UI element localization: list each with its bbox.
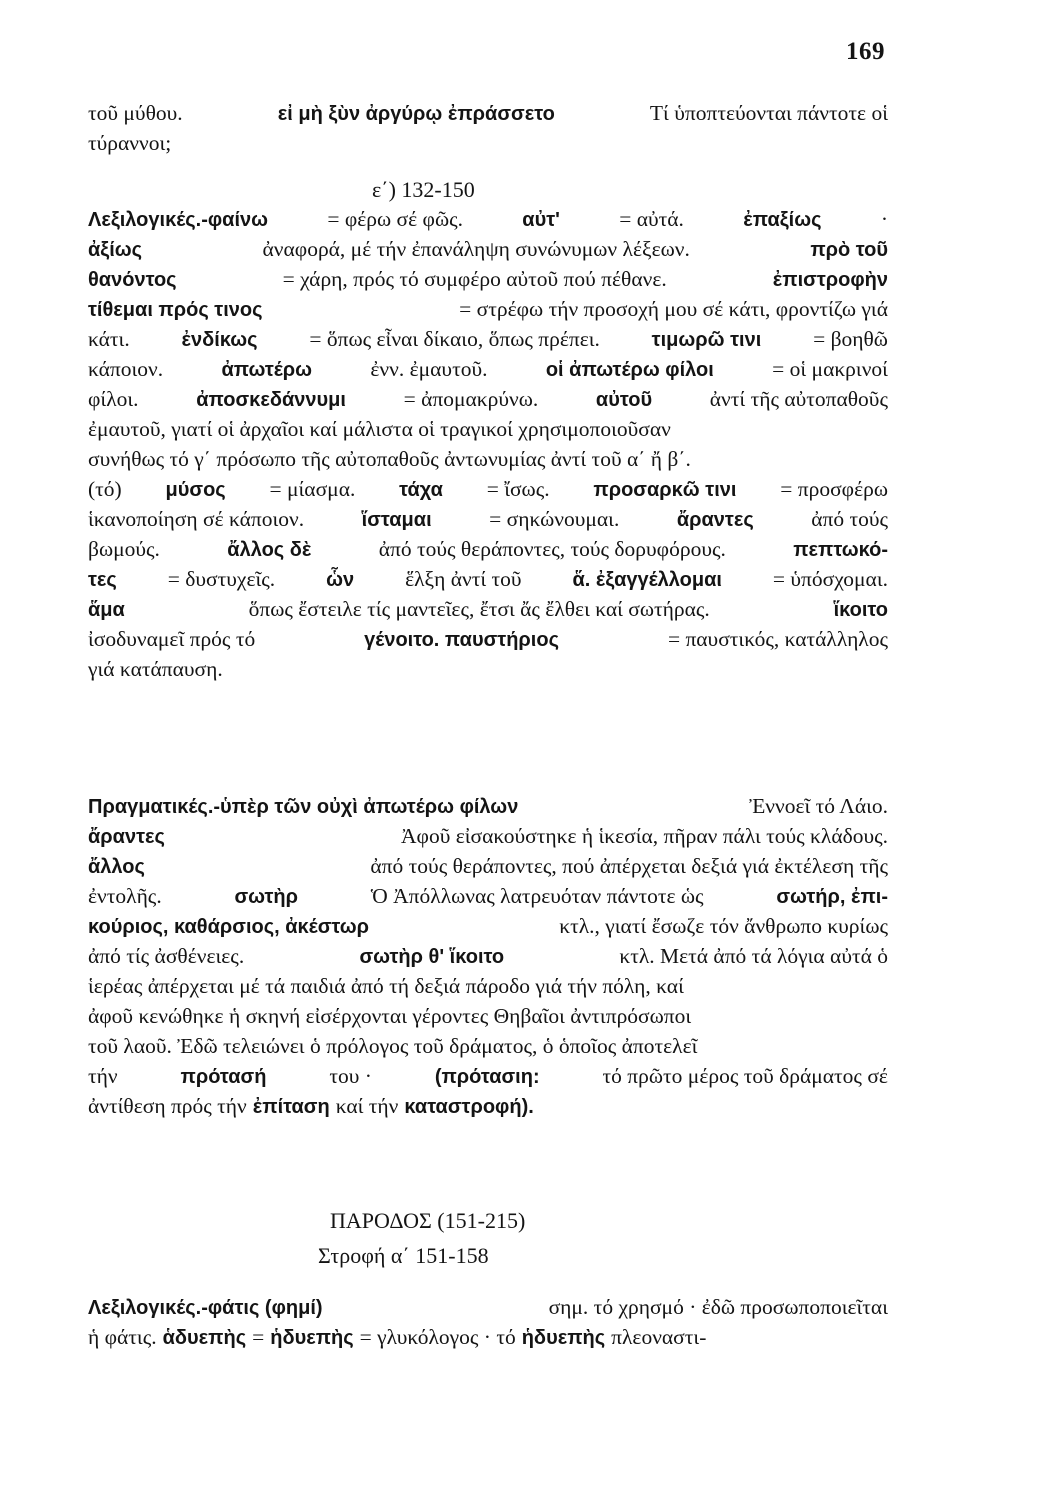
bold-term: ἄραντες [676,509,754,531]
page-number: 169 [846,38,885,65]
text-line [88,447,888,477]
bold-term: Πραγματικές.-ὑπὲρ τῶν οὐχὶ ἀπωτέρω φίλων [88,796,519,818]
bold-term: σωτήρ, ἐπι- [776,886,888,908]
text-run: = μίασμα. [269,477,356,501]
bold-term: τάχα [399,479,443,501]
text-line [88,657,888,687]
text-run: = παυστικός, κατάλληλος [667,627,888,651]
text-line [88,1064,888,1094]
text-run: τήν [88,1064,118,1088]
text-run: ἀντί τῆς αὐτοπαθοῦς [709,387,888,411]
text-line [88,417,888,447]
text-run: Ἀφοῦ εἰσακούστηκε ἡ ἱκεσία, πῆραν πάλι τούς κλάδους. [401,824,888,848]
bold-term: αὐτοῦ [595,389,653,411]
text-line [88,131,888,161]
bold-term: τίθεμαι πρός τινος [88,299,263,321]
bold-term: εἰ μὴ ξὺν ἀργύρῳ ἐπράσσετο [277,103,555,125]
text-run: πλεοναστι- [611,1325,707,1349]
text-run: = σηκώνουμαι. [489,507,620,531]
text-run: τό πρῶτο μέρος τοῦ δράματος σέ [602,1064,888,1088]
text-line [88,944,888,974]
text-run: = βοηθῶ [813,327,888,351]
bold-term: οἱ ἀπωτέρω φίλοι [545,359,714,381]
text-run: = [252,1325,265,1349]
text-run: Ὁ Ἀπόλλωνας λατρευόταν πάντοτε ὡς [370,884,704,908]
text-run: κάτι. [88,327,130,351]
text-line [88,477,888,507]
bold-term: ὧν [326,569,355,591]
bold-term: ἡδυεπὴς [521,1327,606,1349]
text-run: βωμούς. [88,537,160,561]
text-line [88,1295,888,1325]
text-line [88,1325,888,1355]
range-heading: ε΄) 132-150 [372,177,475,202]
text-run: γιά κατάπαυση. [88,657,223,681]
text-run: συνήθως τό γ΄ πρόσωπο τῆς αὐτοπαθοῦς ἀντωνυμίας ἀντί τοῦ α΄ ἤ β΄. [88,447,691,471]
text-run: τύραννοι; [88,131,172,155]
text-run: = οἱ μακρινοί [772,357,888,381]
bold-term: ἀποσκεδάννυμι [196,389,346,411]
text-run: = αὐτά. [619,207,684,231]
text-run: κτλ. Μετά ἀπό τά λόγια αὐτά ὁ [619,944,888,968]
text-line [88,357,888,387]
text-line [88,1034,888,1064]
text-run: ἰσοδυναμεῖ πρός τό [88,627,256,651]
bold-term: ἵκοιτο [833,599,888,621]
text-run: ἱερέας ἀπέρχεται μέ τά παιδιά ἀπό τή δεξιά πάροδο γιά τήν πόλη, καί [88,974,684,998]
text-line [88,1094,888,1124]
text-run: = ἀπομακρύνω. [403,387,539,411]
text-run: ἐντολῆς. [88,884,162,908]
text-run: ἀντίθεση πρός τήν [88,1094,247,1118]
bold-term: ἵσταμαι [361,509,432,531]
text-run: τοῦ μύθου. [88,101,183,125]
text-run: ἀναφορά, μέ τήν ἐπανάληψη συνώνυμων λέξεων. [262,237,690,261]
text-run: ἱκανοποίηση σέ κάποιον. [88,507,305,531]
text-run: ἀφοῦ κενώθηκε ἡ σκηνή εἰσέρχονται γέροντες Θηβαῖοι ἀντιπρόσωποι [88,1004,692,1028]
text-run: ἐμαυτοῦ, γιατί οἱ ἀρχαῖοι καί μάλιστα οἱ τραγικοί χρησιμοποιοῦσαν [88,417,671,441]
text-run: = φέρω σέ φῶς. [327,207,463,231]
intro-paragraph [88,101,888,161]
text-line [88,507,888,537]
bold-term: θανόντος [88,269,177,291]
bold-term: ἀξίως [88,239,143,261]
text-run: ὅπως ἔστειλε τίς μαντεῖες, ἔτσι ἄς ἔλθει καί σωτήρας. [248,597,710,621]
text-run: κάποιον. [88,357,164,381]
text-line [88,627,888,657]
text-line [88,567,888,597]
bold-term: ἐνδίκως [181,329,258,351]
bold-term: Λεξιλογικές.-φάτις (φημί) [88,1297,323,1319]
bold-term: (πρότασιη: [434,1066,540,1088]
bold-term: πρότασή [180,1066,267,1088]
text-run: Ἐννοεῖ τό Λάιο. [749,794,888,818]
text-line [88,824,888,854]
text-line [88,297,888,327]
bold-term: πεπτωκό- [793,539,888,561]
text-line [88,597,888,627]
text-line [88,101,888,131]
lexical-notes-section [88,207,888,687]
bold-term: πρὸ τοῦ [810,239,888,261]
text-line [88,207,888,237]
text-run: = προσφέρω [780,477,888,501]
bold-term: τιμωρῶ τινι [651,329,762,351]
bold-term: σωτὴρ θ' ἵκοιτο [359,946,505,968]
text-run: = γλυκόλογος · τό [359,1325,516,1349]
text-run: καί τήν [335,1094,399,1118]
text-run: Τί ὑποπτεύονται πάντοτε οἱ [649,101,888,125]
text-run: = χάρη, πρός τό συμφέρο αὐτοῦ πού πέθανε. [282,267,667,291]
bold-term: τες [88,569,117,591]
bold-term: ἡδυεπὴς [270,1327,354,1349]
bold-term: μύσος [165,479,226,501]
text-line [88,327,888,357]
bold-term: ἐπαξίως [743,209,822,231]
text-line [88,1004,888,1034]
text-run: = δυστυχεῖς. [167,567,276,591]
text-run: τοῦ λαοῦ. Ἐδῶ τελειώνει ὁ πρόλογος τοῦ δράματος, ὁ ὁποῖος ἀποτελεῖ [88,1034,698,1058]
text-run: = στρέφω τήν προσοχή μου σέ κάτι, φροντίζω γιά [459,297,888,321]
bold-term: ἐπιστροφὴν [772,269,888,291]
text-line [88,267,888,297]
bold-term: ἀπωτέρω [221,359,313,381]
text-line [88,914,888,944]
lexical-notes-parodos [88,1295,888,1355]
text-line [88,794,888,824]
text-run: ἐνν. ἐμαυτοῦ. [370,357,488,381]
text-run: ἀπό τίς ἀσθένειες. [88,944,245,968]
text-run: ἕλξη ἀντί τοῦ [405,567,522,591]
factual-notes-section [88,794,888,1124]
bold-term: ἐπίταση [252,1096,330,1118]
text-line [88,237,888,267]
text-run: ἀπό τούς [811,507,888,531]
bold-term: ἅ. ἐξαγγέλλομαι [572,569,722,591]
bold-term: ἄραντες [88,826,165,848]
text-run: (τό) [88,477,122,501]
text-run: ἀπό τούς θεράποντες, πού ἀπέρχεται δεξιά γιά ἐκτέλεση τῆς [370,854,888,878]
text-run: = ἴσως. [486,477,550,501]
text-run: · [880,207,888,231]
text-run: κτλ., γιατί ἔσωζε τόν ἄνθρωπο κυρίως [559,914,888,938]
bold-term: γένοιτο. παυστήριος [364,629,559,651]
bold-term: ἅμα [88,599,125,621]
text-run: ἀπό τούς θεράποντες, τούς δορυφόρους. [378,537,726,561]
text-run: ἡ φάτις. [88,1325,157,1349]
bold-term: Λεξιλογικές.-φαίνω [88,209,269,231]
text-run: του · [329,1064,372,1088]
parodos-heading: ΠΑΡΟΔΟΣ (151-215) [330,1208,526,1233]
text-line [88,537,888,567]
text-run: φίλοι. [88,387,139,411]
bold-term: κούριος, καθάρσιος, ἀκέστωρ [88,916,370,938]
bold-term: ἄλλος [88,856,145,878]
bold-term: καταστροφή). [404,1096,534,1118]
text-run: = ὑπόσχομαι. [772,567,888,591]
text-run: σημ. τό χρησμό · ἐδῶ προσωποποιεῖται [548,1295,888,1319]
text-line [88,387,888,417]
bold-term: ἄλλος δὲ [227,539,312,561]
text-line [88,884,888,914]
bold-term: σωτὴρ [234,886,298,908]
bold-term: ἁδυεπὴς [162,1327,247,1349]
text-line [88,974,888,1004]
text-run: = ὅπως εἶναι δίκαιο, ὅπως πρέπει. [309,327,600,351]
strophe-heading: Στροφή α΄ 151-158 [318,1243,489,1268]
text-line [88,854,888,884]
bold-term: αὐτ' [522,209,560,231]
bold-term: προσαρκῶ τινι [593,479,737,501]
